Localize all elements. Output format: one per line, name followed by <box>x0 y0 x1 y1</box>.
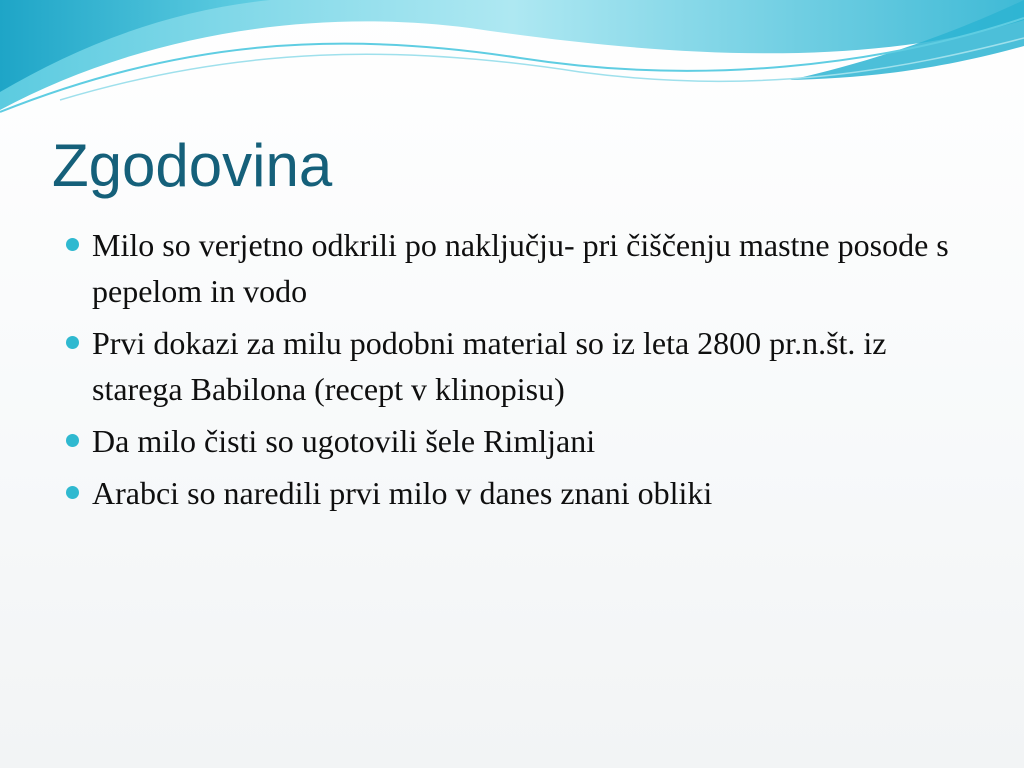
list-item <box>62 320 962 412</box>
decorative-wave-header <box>0 0 1024 130</box>
bullet-icon <box>66 434 79 447</box>
bullet-icon <box>66 486 79 499</box>
bullet-icon <box>66 336 79 349</box>
slide-title: Zgodovina <box>52 132 333 199</box>
bullet-icon <box>66 238 79 251</box>
list-item <box>62 222 962 314</box>
bullet-text: Da milo čisti so ugotovili šele Rimljani <box>92 423 596 459</box>
bullet-list <box>62 222 962 522</box>
bullet-text: Prvi dokazi za milu podobni material so iz leta 2800 pr.n.št. iz starega Babilona (recept v klinopisu) <box>92 325 887 407</box>
bullet-text: Milo so verjetno odkrili po naključju- pri čiščenju mastne posode s pepelom in vodo <box>92 227 949 309</box>
bullet-text: Arabci so naredili prvi milo v danes znani obliki <box>92 475 713 511</box>
list-item <box>62 418 962 464</box>
list-item <box>62 470 962 516</box>
